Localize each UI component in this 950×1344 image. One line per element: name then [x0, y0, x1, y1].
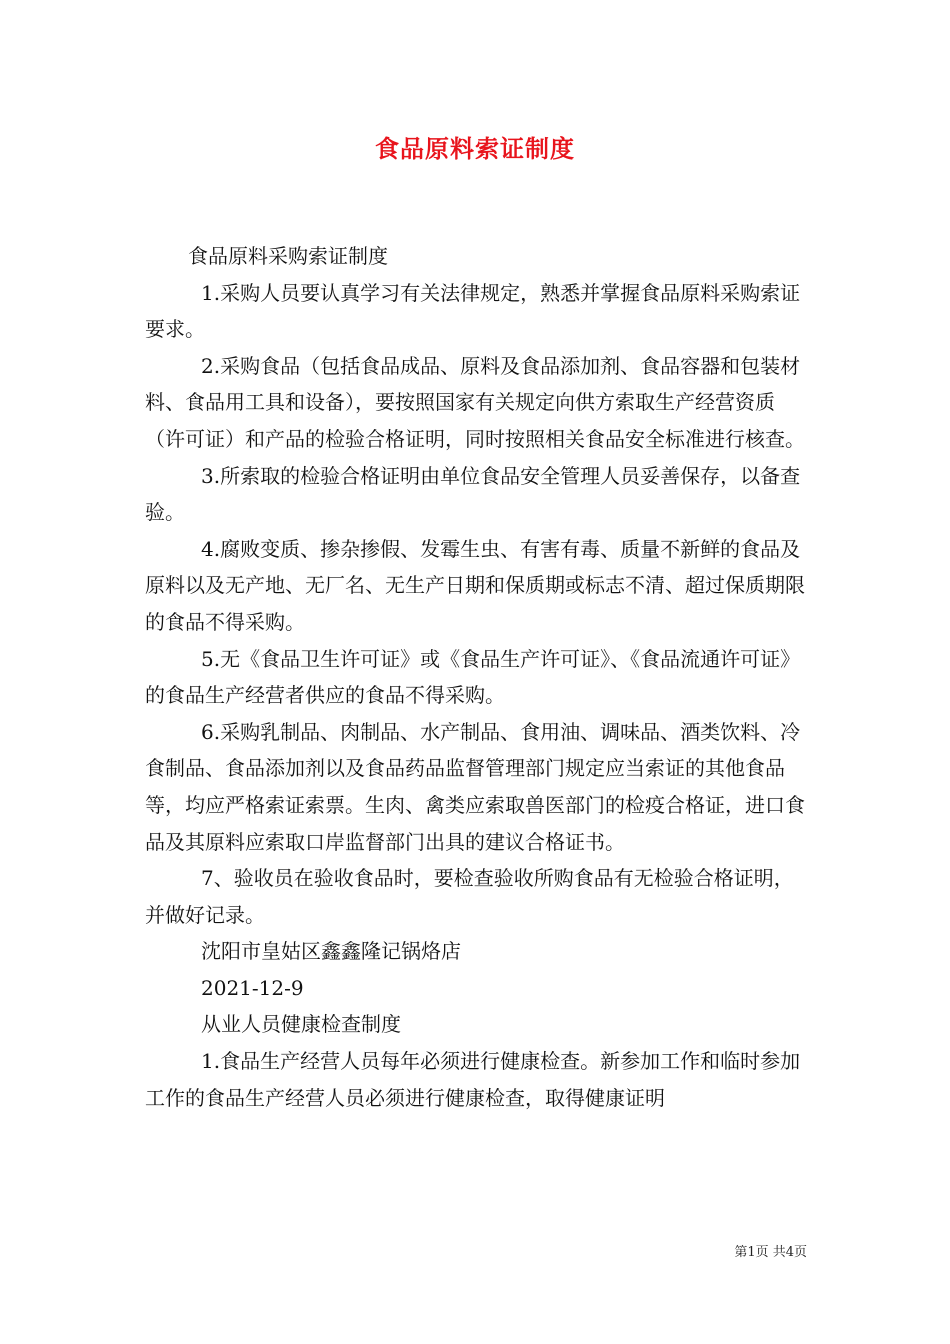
list-item: 7、验收员在验收食品时，要检查验收所购食品有无检验合格证明，并做好记录。 [145, 866, 794, 927]
page-number: 第1页 共4页 [734, 1245, 807, 1260]
list-item: 5.无《食品卫生许可证》或《食品生产许可证》、《食品流通许可证》的食品生产经营者供应的食品不得采购。 [145, 646, 801, 708]
list-item: 3.所索取的检验合格证明由单位食品安全管理人员妥善保存，以备查验。 [145, 463, 801, 525]
list-item: 2.采购食品（包括食品成品、原料及食品添加剂、食品容器和包装材料、食品用工具和设备），要按照国家有关规定向供方索取生产经营资质（许可证）和产品的检验合格证明，同时按照相关食品安全标准进行核查。 [145, 353, 805, 451]
document-date: 2021-12-9 [201, 975, 304, 1000]
list-item: 1.食品生产经营人员每年必须进行健康检查。新参加工作和临时参加工作的食品生产经营人员必须进行健康检查，取得健康证明 [145, 1049, 801, 1110]
list-item: 1.采购人员要认真学习有关法律规定，熟悉并掌握食品原料采购索证要求。 [145, 280, 801, 342]
store-name: 沈阳市皇姑区鑫鑫隆记锅烙店 [201, 939, 461, 964]
section-heading-procurement: 食品原料采购索证制度 [188, 244, 388, 268]
document-title: 食品原料索证制度 [375, 135, 575, 163]
section-heading-health-check: 从业人员健康检查制度 [201, 1012, 401, 1037]
document-body [145, 238, 810, 1116]
list-item: 6.采购乳制品、肉制品、水产制品、食用油、调味品、酒类饮料、冷食制品、食品添加剂以及食品药品监督管理部门规定应当索证的其他食品等，均应严格索证索票。生肉、禽类应索取兽医部门的检疫合格证，进口食品及其原料应索取口岸监督部门出具的建议合格证书。 [145, 719, 805, 854]
list-item: 4.腐败变质、掺杂掺假、发霉生虫、有害有毒、质量不新鲜的食品及原料以及无产地、无厂名、无生产日期和保质期或标志不清、超过保质期限的食品不得采购。 [145, 536, 805, 634]
